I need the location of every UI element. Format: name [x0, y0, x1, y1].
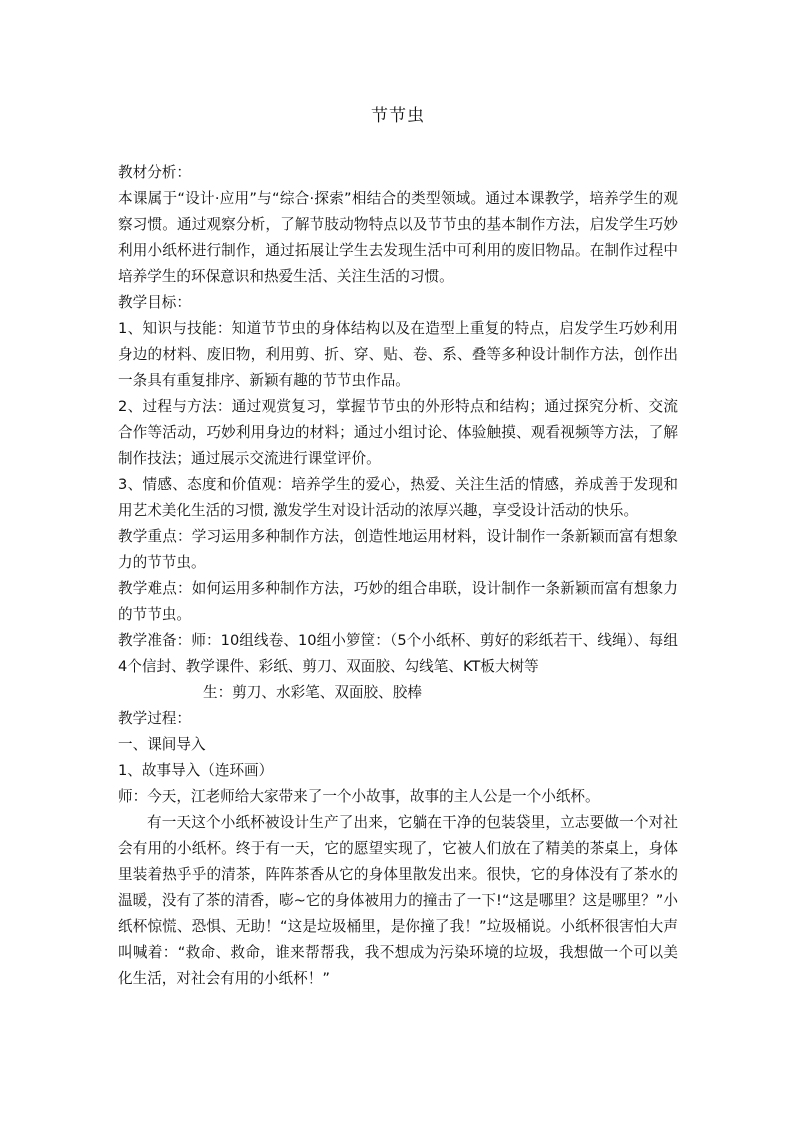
section-heading: 教材分析：	[118, 164, 191, 181]
paragraph: 3、情感、态度和价值观：培养学生的爱心，热爱、关注生活的情感，养成善于发现和用艺术美化生活的习惯, 激发学生对设计活动的浓厚兴趣，享受设计活动的快乐。	[118, 476, 678, 519]
paragraph: 有一天这个小纸杯被设计生产了出来，它躺在干净的包装袋里，立志要做一个对社会有用的小纸杯。终于有一天，它的愿望实现了，它被人们放在了精美的茶桌上，身体里装着热乎乎的清茶，阵阵茶香从它的身体里散发出来。很快，它的身体没有了茶水的温暖，没有了茶的清香，嘭~它的身体被用力的撞击了一下!“这是哪里？这是哪里？”小纸杯惊慌、恐惧、无助！“这是垃圾桶里，是你撞了我！”垃圾桶说。小纸杯很害怕大声叫喊着：“救命、救命，谁来帮帮我，我不想成为污染环境的垃圾，我想做一个可以美化生活，对社会有用的小纸杯！”	[118, 814, 678, 987]
section-heading: 教学目标：	[118, 294, 191, 311]
document-body	[118, 160, 678, 992]
section-heading: 一、课间导入	[118, 736, 206, 753]
paragraph: 1、知识与技能：知道节节虫的身体结构以及在造型上重复的特点，启发学生巧妙利用身边的材料、废旧物，利用剪、折、穿、贴、卷、系、叠等多种设计制作方法，创作出一条具有重复排序、新颖有趣的节节虫作品。	[118, 320, 678, 389]
paragraph: 生：剪刀、水彩笔、双面胶、胶棒	[203, 684, 422, 701]
paragraph: 教学准备：师：10组线卷、10组小箩筐：（5个小纸杯、剪好的彩纸若干、线绳）、每组4个信封、教学课件、彩纸、剪刀、双面胶、勾线笔、KT板大树等	[118, 632, 678, 675]
paragraph: 教学重点：学习运用多种制作方法，创造性地运用材料，设计制作一条新颖而富有想象力的节节虫。	[118, 528, 678, 571]
paragraph: 师：今天，江老师给大家带来了一个小故事，故事的主人公是一个小纸杯。	[118, 788, 600, 805]
paragraph: 2、过程与方法：通过观赏复习，掌握节节虫的外形特点和结构；通过探究分析、交流合作等活动，巧妙利用身边的材料；通过小组讨论、体验触摸、观看视频等方法，了解制作技法；通过展示交流进行课堂评价。	[118, 398, 678, 467]
section-heading: 教学过程：	[118, 710, 191, 727]
paragraph: 教学难点：如何运用多种制作方法，巧妙的组合串联，设计制作一条新颖而富有想象力的节节虫。	[118, 580, 678, 623]
section-heading: 1、故事导入（连环画）	[118, 762, 274, 779]
document-title: 节节虫	[371, 106, 425, 126]
paragraph: 本课属于“设计·应用”与“综合·探索”相结合的类型领域。通过本课教学，培养学生的观察习惯。通过观察分析，了解节肢动物特点以及节节虫的基本制作方法，启发学生巧妙利用小纸杯进行制作，通过拓展让学生去发现生活中可利用的废旧物品。在制作过程中培养学生的环保意识和热爱生活、关注生活的习惯。	[118, 190, 678, 285]
